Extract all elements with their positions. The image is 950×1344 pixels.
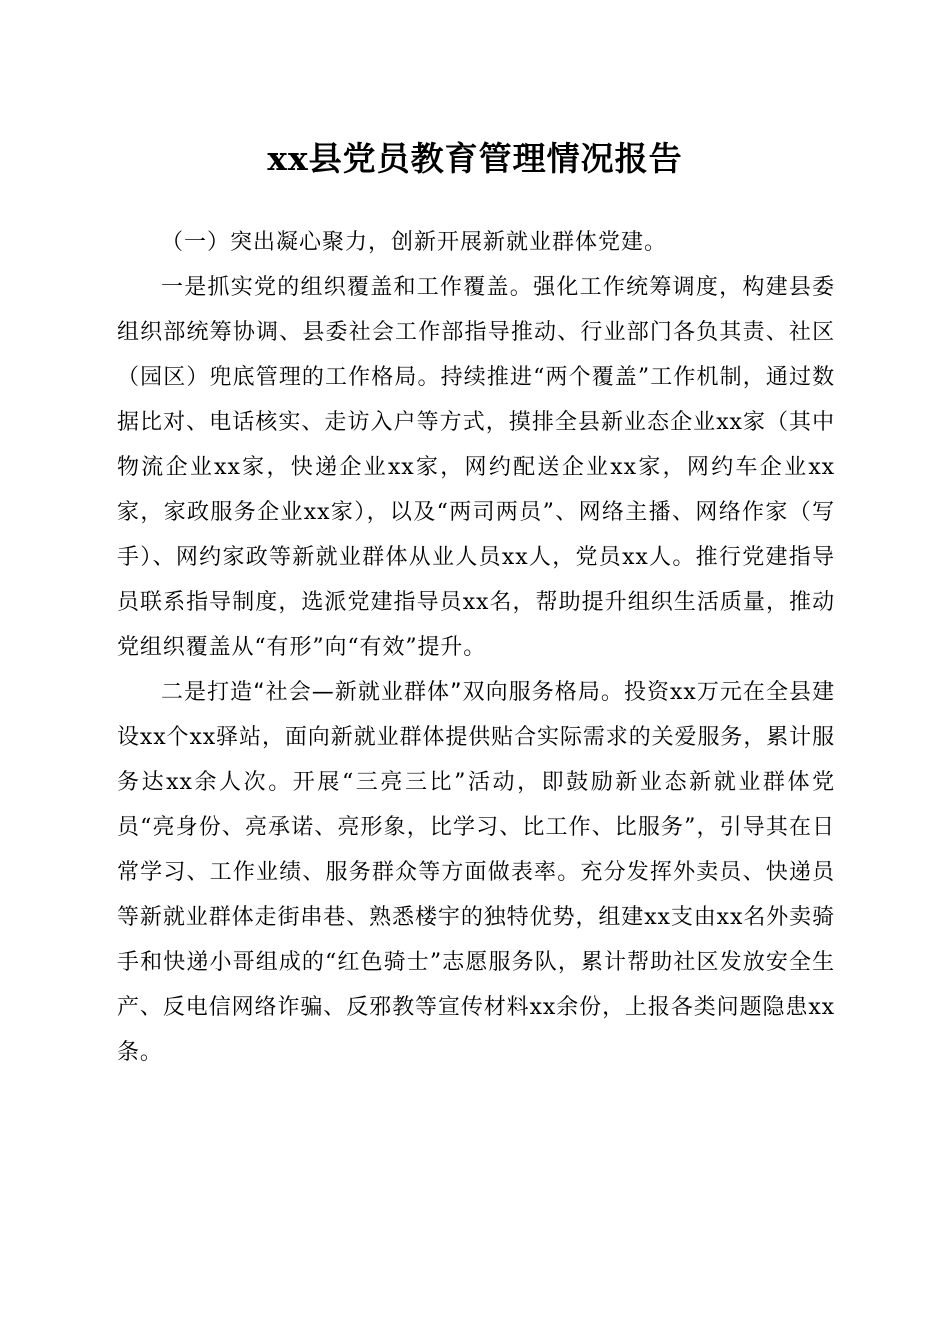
- paragraph-2-body: 投资xx万元在全县建设xx个xx驿站，面向新就业群体提供贴合实际需求的关爱服务，累计服务达xx余人次。开展“三亮三比”活动，即鼓励新业态新就业群体党员“亮身份、亮承诺、亮形象，比学习、比工作、比服务”，引导其在日常学习、工作业绩、服务群众等方面做表率。充分发挥外卖员、快递员等新就业群体走街串巷、熟悉楼宇的独特优势，组建xx支由xx名外卖骑手和快递小哥组成的“红色骑士”志愿服务队，累计帮助社区发放安全生产、反电信网络诈骗、反邪教等宣传材料xx余份，上报各类问题隐患xx条。: [117, 680, 835, 1065]
- document-body: [117, 220, 835, 1075]
- paragraph-1: [117, 265, 835, 670]
- document-title: xx县党员教育管理情况报告: [267, 139, 683, 178]
- paragraph-2-lead: 二是打造“社会—新就业群体”双向服务格局。: [161, 680, 624, 705]
- paragraph-1-body: 强化工作统筹调度，构建县委组织部统筹协调、县委社会工作部指导推动、行业部门各负其责、社区（园区）兜底管理的工作格局。持续推进“两个覆盖”工作机制，通过数据比对、电话核实、走访入户等方式，摸排全县新业态企业xx家（其中物流企业xx家，快递企业xx家，网约配送企业xx家，网约车企业xx家，家政服务企业xx家），以及“两司两员”、网络主播、网络作家（写手）、网约家政等新就业群体从业人员xx人，党员xx人。推行党建指导员联系指导制度，选派党建指导员xx名，帮助提升组织生活质量，推动党组织覆盖从“有形”向“有效”提升。: [117, 275, 836, 660]
- paragraph-2: [117, 670, 835, 1075]
- paragraph-1-lead: 一是抓实党的组织覆盖和工作覆盖。: [161, 275, 534, 300]
- section-heading: （一）突出凝心聚力，创新开展新就业群体党建。: [161, 230, 668, 255]
